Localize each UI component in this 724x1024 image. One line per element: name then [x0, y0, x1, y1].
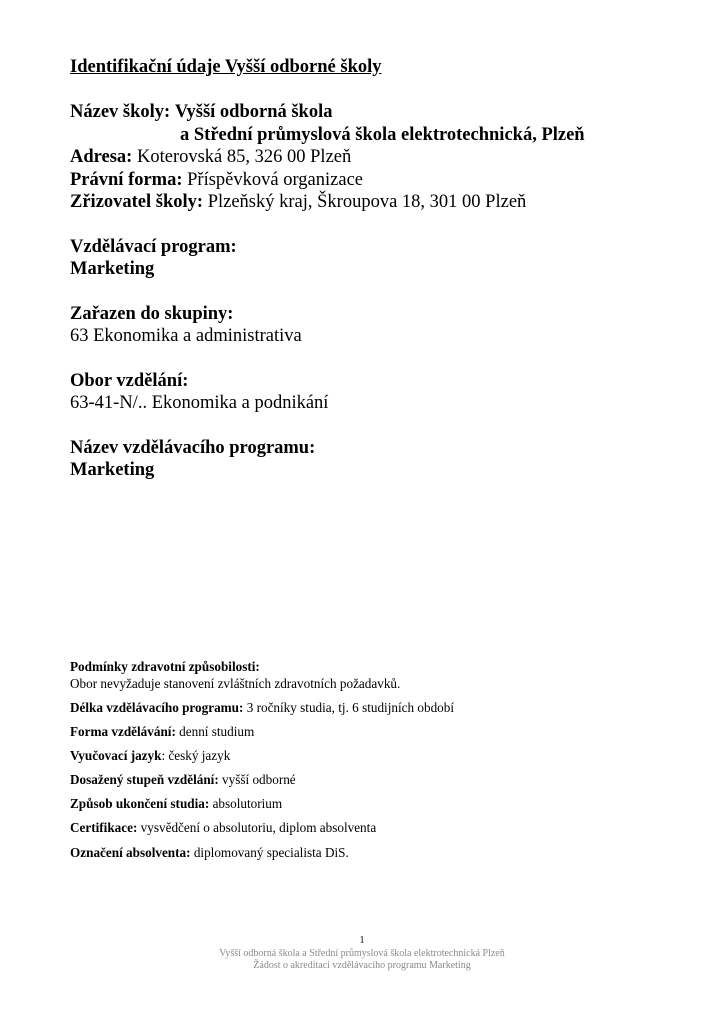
page-number: 1 — [359, 935, 365, 946]
group-label: Zařazen do skupiny: — [70, 304, 234, 324]
footer-line-1: Vyšší odborná škola a Střední průmyslová škola elektrotechnická Plzeň — [219, 948, 505, 959]
designation-label: Označení absolventa: — [70, 845, 191, 860]
form-value: denní studium — [179, 724, 255, 739]
address-row — [70, 146, 351, 169]
level-value: vyšší odborné — [222, 772, 296, 787]
founder-row — [70, 191, 526, 214]
completion-row — [70, 796, 282, 812]
program-label: Vzdělávací program: — [70, 237, 237, 257]
program-value: Marketing — [70, 259, 155, 279]
school-name-label: Název školy: — [70, 102, 171, 122]
form-row — [70, 724, 254, 740]
certificate-value: vysvědčení o absolutoriu, diplom absolventa — [140, 820, 377, 835]
certificate-row — [70, 820, 376, 836]
address-label: Adresa: — [70, 147, 133, 167]
length-value: 3 ročníky studia, tj. 6 studijních období — [246, 700, 455, 715]
level-label: Dosažený stupeň vzdělání: — [70, 772, 219, 787]
program-name-value: Marketing — [70, 460, 155, 480]
certificate-label: Certifikace: — [70, 820, 138, 835]
level-row — [70, 772, 296, 788]
health-value: Obor nevyžaduje stanovení zvláštních zdravotních požadavků. — [70, 676, 401, 691]
health-label: Podmínky zdravotní způsobilosti: — [70, 659, 260, 674]
legal-form-row — [70, 169, 363, 192]
founder-label: Zřizovatel školy: — [70, 192, 204, 212]
school-name-line1 — [70, 101, 333, 124]
length-row — [70, 700, 454, 716]
school-name-value-1: Vyšší odborná škola — [174, 102, 333, 122]
designation-value: diplomovaný specialista DiS. — [193, 845, 349, 860]
footer-line-2: Žádost o akreditaci vzdělávacího programu Marketing — [253, 960, 471, 971]
group-value: 63 Ekonomika a administrativa — [70, 326, 302, 346]
field-value: 63-41-N/.. Ekonomika a podnikání — [70, 393, 329, 413]
document-heading: Identifikační údaje Vyšší odborné školy — [70, 57, 382, 77]
field-label: Obor vzdělání: — [70, 371, 189, 391]
completion-label: Způsob ukončení studia: — [70, 796, 210, 811]
address-value: Koterovská 85, 326 00 Plzeň — [136, 147, 352, 167]
program-name-label: Název vzdělávacího programu: — [70, 438, 316, 458]
form-label: Forma vzdělávání: — [70, 724, 176, 739]
founder-value: Plzeňský kraj, Škroupova 18, 301 00 Plzeň — [207, 192, 527, 212]
legal-form-label: Právní forma: — [70, 170, 183, 190]
school-name-value-2: a Střední průmyslová škola elektrotechnická, Plzeň — [180, 125, 585, 145]
designation-row — [70, 845, 349, 861]
language-value: : český jazyk — [161, 748, 231, 763]
legal-form-value: Příspěvková organizace — [187, 170, 363, 190]
language-row — [70, 748, 230, 764]
length-label: Délka vzdělávacího programu: — [70, 700, 244, 715]
completion-value: absolutorium — [212, 796, 283, 811]
language-label: Vyučovací jazyk — [70, 748, 162, 763]
